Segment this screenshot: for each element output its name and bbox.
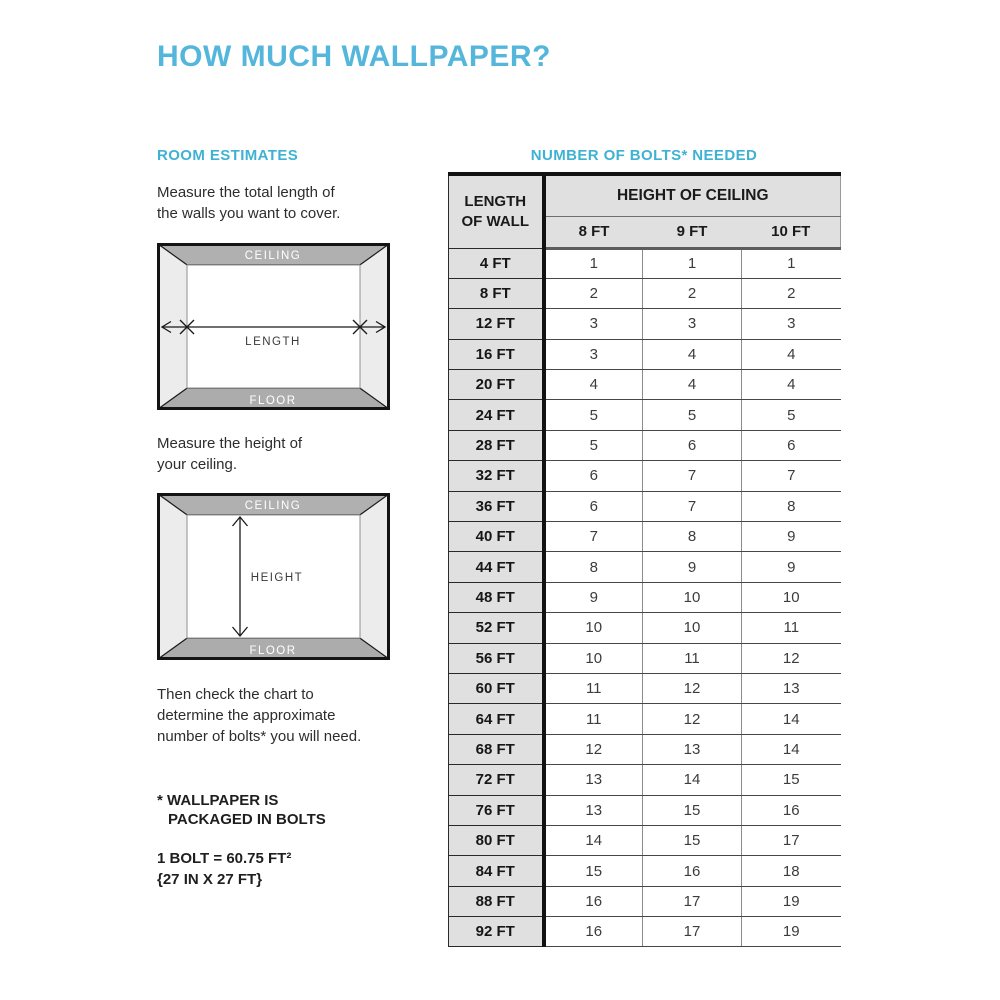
wall-length-cell: 52 FT	[449, 613, 544, 643]
bolt-count-cell: 7	[643, 491, 742, 521]
table-row	[449, 339, 841, 369]
bolt-count-cell: 4	[742, 339, 841, 369]
bolt-info-line2: {27 IN X 27 FT}	[157, 871, 263, 888]
bolt-count-cell: 11	[742, 613, 841, 643]
bolt-count-cell: 9	[643, 552, 742, 582]
step1-line2: the walls you want to cover.	[157, 205, 341, 222]
bolt-count-cell: 16	[544, 917, 643, 947]
bolt-count-cell: 6	[544, 491, 643, 521]
wall-length-cell: 76 FT	[449, 795, 544, 825]
bolt-count-cell: 11	[544, 704, 643, 734]
bolt-count-cell: 2	[643, 278, 742, 308]
table-row	[449, 765, 841, 795]
bolt-count-cell: 13	[544, 795, 643, 825]
bolts-table-body	[449, 248, 841, 947]
wall-length-cell: 4 FT	[449, 248, 544, 278]
bolt-count-cell: 2	[544, 278, 643, 308]
bolt-count-cell: 10	[643, 613, 742, 643]
col-header-10ft: 10 FT	[742, 216, 841, 248]
wall-length-cell: 92 FT	[449, 917, 544, 947]
bolt-count-cell: 12	[643, 704, 742, 734]
table-row	[449, 552, 841, 582]
bolt-count-cell: 15	[643, 825, 742, 855]
table-row	[449, 430, 841, 460]
bolt-count-cell: 3	[544, 339, 643, 369]
height-diagram-svg	[157, 493, 390, 660]
right-wall-panel	[360, 495, 389, 659]
bolt-count-cell: 16	[742, 795, 841, 825]
step3-line1: Then check the chart to	[157, 686, 314, 703]
bolt-count-cell: 15	[544, 856, 643, 886]
left-wall-panel	[159, 495, 188, 659]
step1-line1: Measure the total length of	[157, 184, 335, 201]
step2-line2: your ceiling.	[157, 456, 238, 473]
bolt-count-cell: 13	[643, 734, 742, 764]
bolt-count-cell: 6	[544, 461, 643, 491]
bolt-count-cell: 5	[544, 400, 643, 430]
bolt-count-cell: 19	[742, 917, 841, 947]
bolt-count-cell: 11	[544, 673, 643, 703]
height-diagram	[157, 493, 390, 660]
table-row	[449, 704, 841, 734]
floor-label: FLOOR	[249, 645, 297, 657]
wall-length-cell: 48 FT	[449, 582, 544, 612]
bolt-count-cell: 4	[742, 370, 841, 400]
wall-length-cell: 32 FT	[449, 461, 544, 491]
wall-length-cell: 28 FT	[449, 430, 544, 460]
step3-line2: determine the approximate	[157, 707, 336, 724]
bolt-count-cell: 6	[643, 430, 742, 460]
bolt-count-cell: 8	[742, 491, 841, 521]
table-row	[449, 461, 841, 491]
bolt-count-cell: 15	[742, 765, 841, 795]
table-row	[449, 278, 841, 308]
floor-label: FLOOR	[249, 395, 297, 407]
length-of-wall-line1: LENGTH	[464, 193, 527, 211]
room-estimates-heading: ROOM ESTIMATES	[157, 147, 299, 164]
length-diagram-svg	[157, 243, 390, 410]
bolt-count-cell: 9	[544, 582, 643, 612]
col-header-8ft: 8 FT	[544, 216, 643, 248]
bolt-count-cell: 7	[742, 461, 841, 491]
bolt-count-cell: 17	[742, 825, 841, 855]
height-of-ceiling-header: HEIGHT OF CEILING	[544, 174, 841, 216]
bolt-count-cell: 4	[643, 370, 742, 400]
wall-length-cell: 44 FT	[449, 552, 544, 582]
wall-length-cell: 40 FT	[449, 522, 544, 552]
table-row	[449, 856, 841, 886]
ceiling-label: CEILING	[244, 250, 302, 262]
bolt-info-line1: 1 BOLT = 60.75 FT²	[157, 850, 292, 867]
wall-length-cell: 8 FT	[449, 278, 544, 308]
bolt-count-cell: 3	[742, 309, 841, 339]
table-row	[449, 248, 841, 278]
table-row	[449, 917, 841, 947]
bolts-needed-heading: NUMBER OF BOLTS* NEEDED	[530, 147, 758, 164]
bolt-count-cell: 17	[643, 917, 742, 947]
bolt-count-cell: 6	[742, 430, 841, 460]
bolt-count-cell: 12	[643, 673, 742, 703]
table-row	[449, 673, 841, 703]
wall-length-cell: 16 FT	[449, 339, 544, 369]
bolt-count-cell: 14	[742, 734, 841, 764]
step2-text	[157, 433, 417, 475]
footnote-line2: PACKAGED IN BOLTS	[168, 810, 326, 828]
bolt-count-cell: 4	[643, 339, 742, 369]
wall-length-cell: 24 FT	[449, 400, 544, 430]
bolt-count-cell: 10	[643, 582, 742, 612]
table-row	[449, 400, 841, 430]
wall-length-cell: 72 FT	[449, 765, 544, 795]
bolt-count-cell: 1	[643, 248, 742, 278]
wall-length-cell: 56 FT	[449, 643, 544, 673]
bolt-count-cell: 18	[742, 856, 841, 886]
table-row	[449, 582, 841, 612]
col-header-9ft: 9 FT	[643, 216, 742, 248]
bolt-count-cell: 9	[742, 522, 841, 552]
wall-length-cell: 36 FT	[449, 491, 544, 521]
bolt-size-info	[157, 848, 291, 890]
wall-length-cell: 80 FT	[449, 825, 544, 855]
table-row	[449, 370, 841, 400]
wall-length-cell: 60 FT	[449, 673, 544, 703]
height-label: HEIGHT	[250, 572, 304, 584]
bolt-count-cell: 3	[544, 309, 643, 339]
length-label: LENGTH	[245, 336, 301, 348]
page-title: HOW MUCH WALLPAPER?	[157, 40, 551, 73]
bolt-count-cell: 1	[544, 248, 643, 278]
table-row	[449, 795, 841, 825]
step3-line3: number of bolts* you will need.	[157, 728, 362, 745]
bolt-count-cell: 4	[544, 370, 643, 400]
wall-length-cell: 12 FT	[449, 309, 544, 339]
wall-length-cell: 88 FT	[449, 886, 544, 916]
bolt-count-cell: 10	[742, 582, 841, 612]
bolt-count-cell: 5	[544, 430, 643, 460]
table-row	[449, 522, 841, 552]
step2-line1: Measure the height of	[157, 435, 303, 452]
table-row	[449, 886, 841, 916]
length-of-wall-header	[449, 174, 544, 248]
table-header-row-1	[449, 174, 841, 216]
wall-length-cell: 64 FT	[449, 704, 544, 734]
bolt-count-cell: 17	[643, 886, 742, 916]
bolt-count-cell: 3	[643, 309, 742, 339]
bolt-count-cell: 7	[643, 461, 742, 491]
bolt-count-cell: 2	[742, 278, 841, 308]
table-row	[449, 643, 841, 673]
bolt-count-cell: 14	[742, 704, 841, 734]
wallpaper-footnote	[157, 792, 326, 830]
bolt-count-cell: 19	[742, 886, 841, 916]
step3-text	[157, 684, 417, 747]
bolt-count-cell: 13	[742, 673, 841, 703]
wall-length-cell: 68 FT	[449, 734, 544, 764]
bolt-count-cell: 13	[544, 765, 643, 795]
bolt-count-cell: 5	[742, 400, 841, 430]
length-of-wall-line2: OF WALL	[461, 212, 529, 230]
bolt-count-cell: 10	[544, 643, 643, 673]
bolt-count-cell: 5	[643, 400, 742, 430]
wall-length-cell: 20 FT	[449, 370, 544, 400]
bolt-count-cell: 12	[544, 734, 643, 764]
bolt-count-cell: 15	[643, 795, 742, 825]
bolts-table	[448, 172, 841, 947]
bolt-count-cell: 16	[544, 886, 643, 916]
bolt-count-cell: 7	[544, 522, 643, 552]
bolt-count-cell: 16	[643, 856, 742, 886]
bolt-count-cell: 14	[544, 825, 643, 855]
table-row	[449, 825, 841, 855]
ceiling-label: CEILING	[244, 500, 302, 512]
table-row	[449, 309, 841, 339]
bolt-count-cell: 10	[544, 613, 643, 643]
length-diagram	[157, 243, 390, 410]
bolt-count-cell: 14	[643, 765, 742, 795]
bolt-count-cell: 8	[643, 522, 742, 552]
bolt-count-cell: 11	[643, 643, 742, 673]
table-row	[449, 491, 841, 521]
footnote-line1: * WALLPAPER IS	[157, 792, 279, 809]
wall-length-cell: 84 FT	[449, 856, 544, 886]
table-row	[449, 734, 841, 764]
table-row	[449, 613, 841, 643]
bolt-count-cell: 12	[742, 643, 841, 673]
bolt-count-cell: 1	[742, 248, 841, 278]
bolt-count-cell: 8	[544, 552, 643, 582]
step1-text	[157, 182, 417, 224]
bolt-count-cell: 9	[742, 552, 841, 582]
